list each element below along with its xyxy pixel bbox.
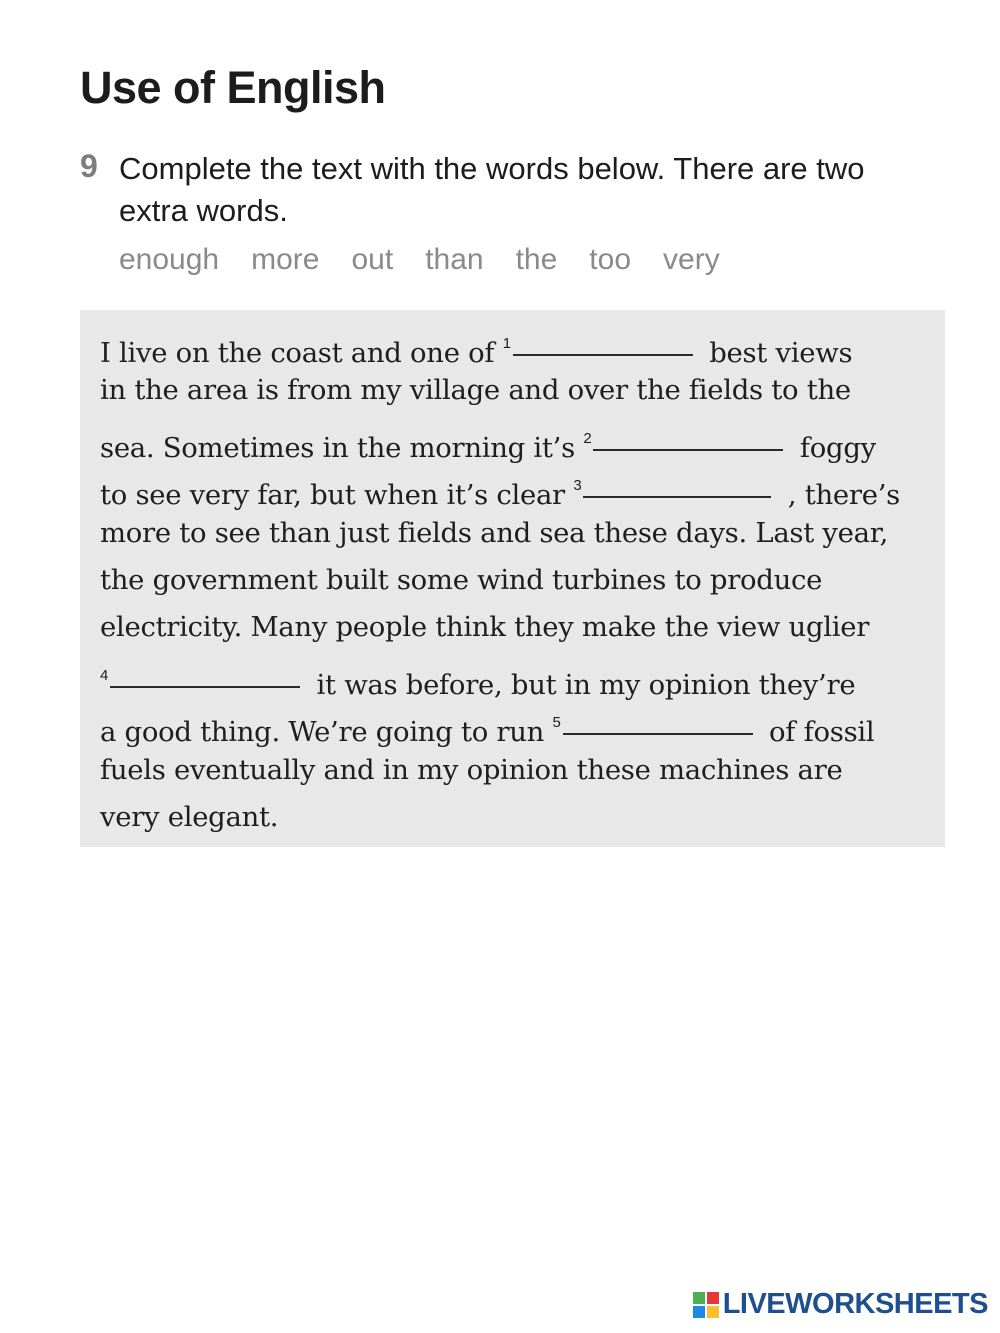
liveworksheets-icon	[693, 1292, 719, 1318]
gap-number: 1	[502, 335, 511, 352]
word-bank-item: out	[351, 243, 394, 276]
word-bank-item: enough	[119, 243, 220, 276]
passage-text-segment: of fossil	[769, 716, 875, 749]
word-bank-item: more	[251, 243, 320, 276]
gap-number: 2	[583, 429, 592, 447]
word-bank-item: than	[425, 243, 484, 276]
answer-blank-5[interactable]	[563, 732, 753, 735]
gap-number: 3	[573, 477, 582, 495]
answer-blank-4[interactable]	[110, 685, 300, 688]
passage-text-segment: to see very far, but when it’s clear	[100, 479, 565, 512]
word-bank-item: too	[589, 243, 632, 276]
passage-panel	[80, 310, 945, 847]
passage-line	[100, 320, 940, 367]
passage-text-segment: , there’s	[787, 479, 900, 512]
passage-line	[100, 415, 940, 462]
passage-text-segment: best views	[709, 337, 853, 369]
passage-line: more to see than just fields and sea these days. Last year,	[100, 516, 889, 549]
passage-line: fuels eventually and in my opinion these machines are	[100, 753, 843, 786]
exercise-instruction: Complete the text with the words below. There are two extra words.	[119, 151, 865, 228]
passage-line	[100, 652, 940, 699]
passage-text-segment: I live on the coast and one of	[100, 337, 495, 369]
passage-line: very elegant.	[100, 800, 279, 833]
passage-text	[100, 320, 940, 841]
passage-line: in the area is from my village and over the fields to the	[100, 374, 851, 407]
answer-blank-1[interactable]	[513, 353, 693, 356]
word-bank	[119, 243, 720, 277]
passage-text-segment: it was before, but in my opinion they’re	[316, 668, 856, 701]
passage-line	[100, 699, 940, 749]
word-bank-item: the	[515, 243, 558, 276]
liveworksheets-logo[interactable]	[693, 1288, 988, 1321]
passage-text-segment: sea. Sometimes in the morning it’s	[100, 431, 575, 464]
page-title: Use of English	[80, 62, 386, 113]
exercise-number: 9	[80, 148, 98, 184]
word-bank-item: very	[663, 243, 720, 276]
passage-line: the government built some wind turbines to produce	[100, 563, 823, 596]
passage-text-segment: a good thing. We’re going to run	[100, 716, 545, 749]
logo-text: LIVEWORKSHEETS	[722, 1288, 988, 1320]
gap-number: 5	[552, 714, 561, 732]
gap-number: 4	[100, 666, 109, 684]
answer-blank-2[interactable]	[593, 448, 783, 451]
answer-blank-3[interactable]	[583, 495, 771, 498]
passage-line	[100, 462, 940, 512]
passage-line: electricity. Many people think they make the view uglier	[100, 611, 870, 644]
passage-text-segment: foggy	[799, 431, 876, 464]
